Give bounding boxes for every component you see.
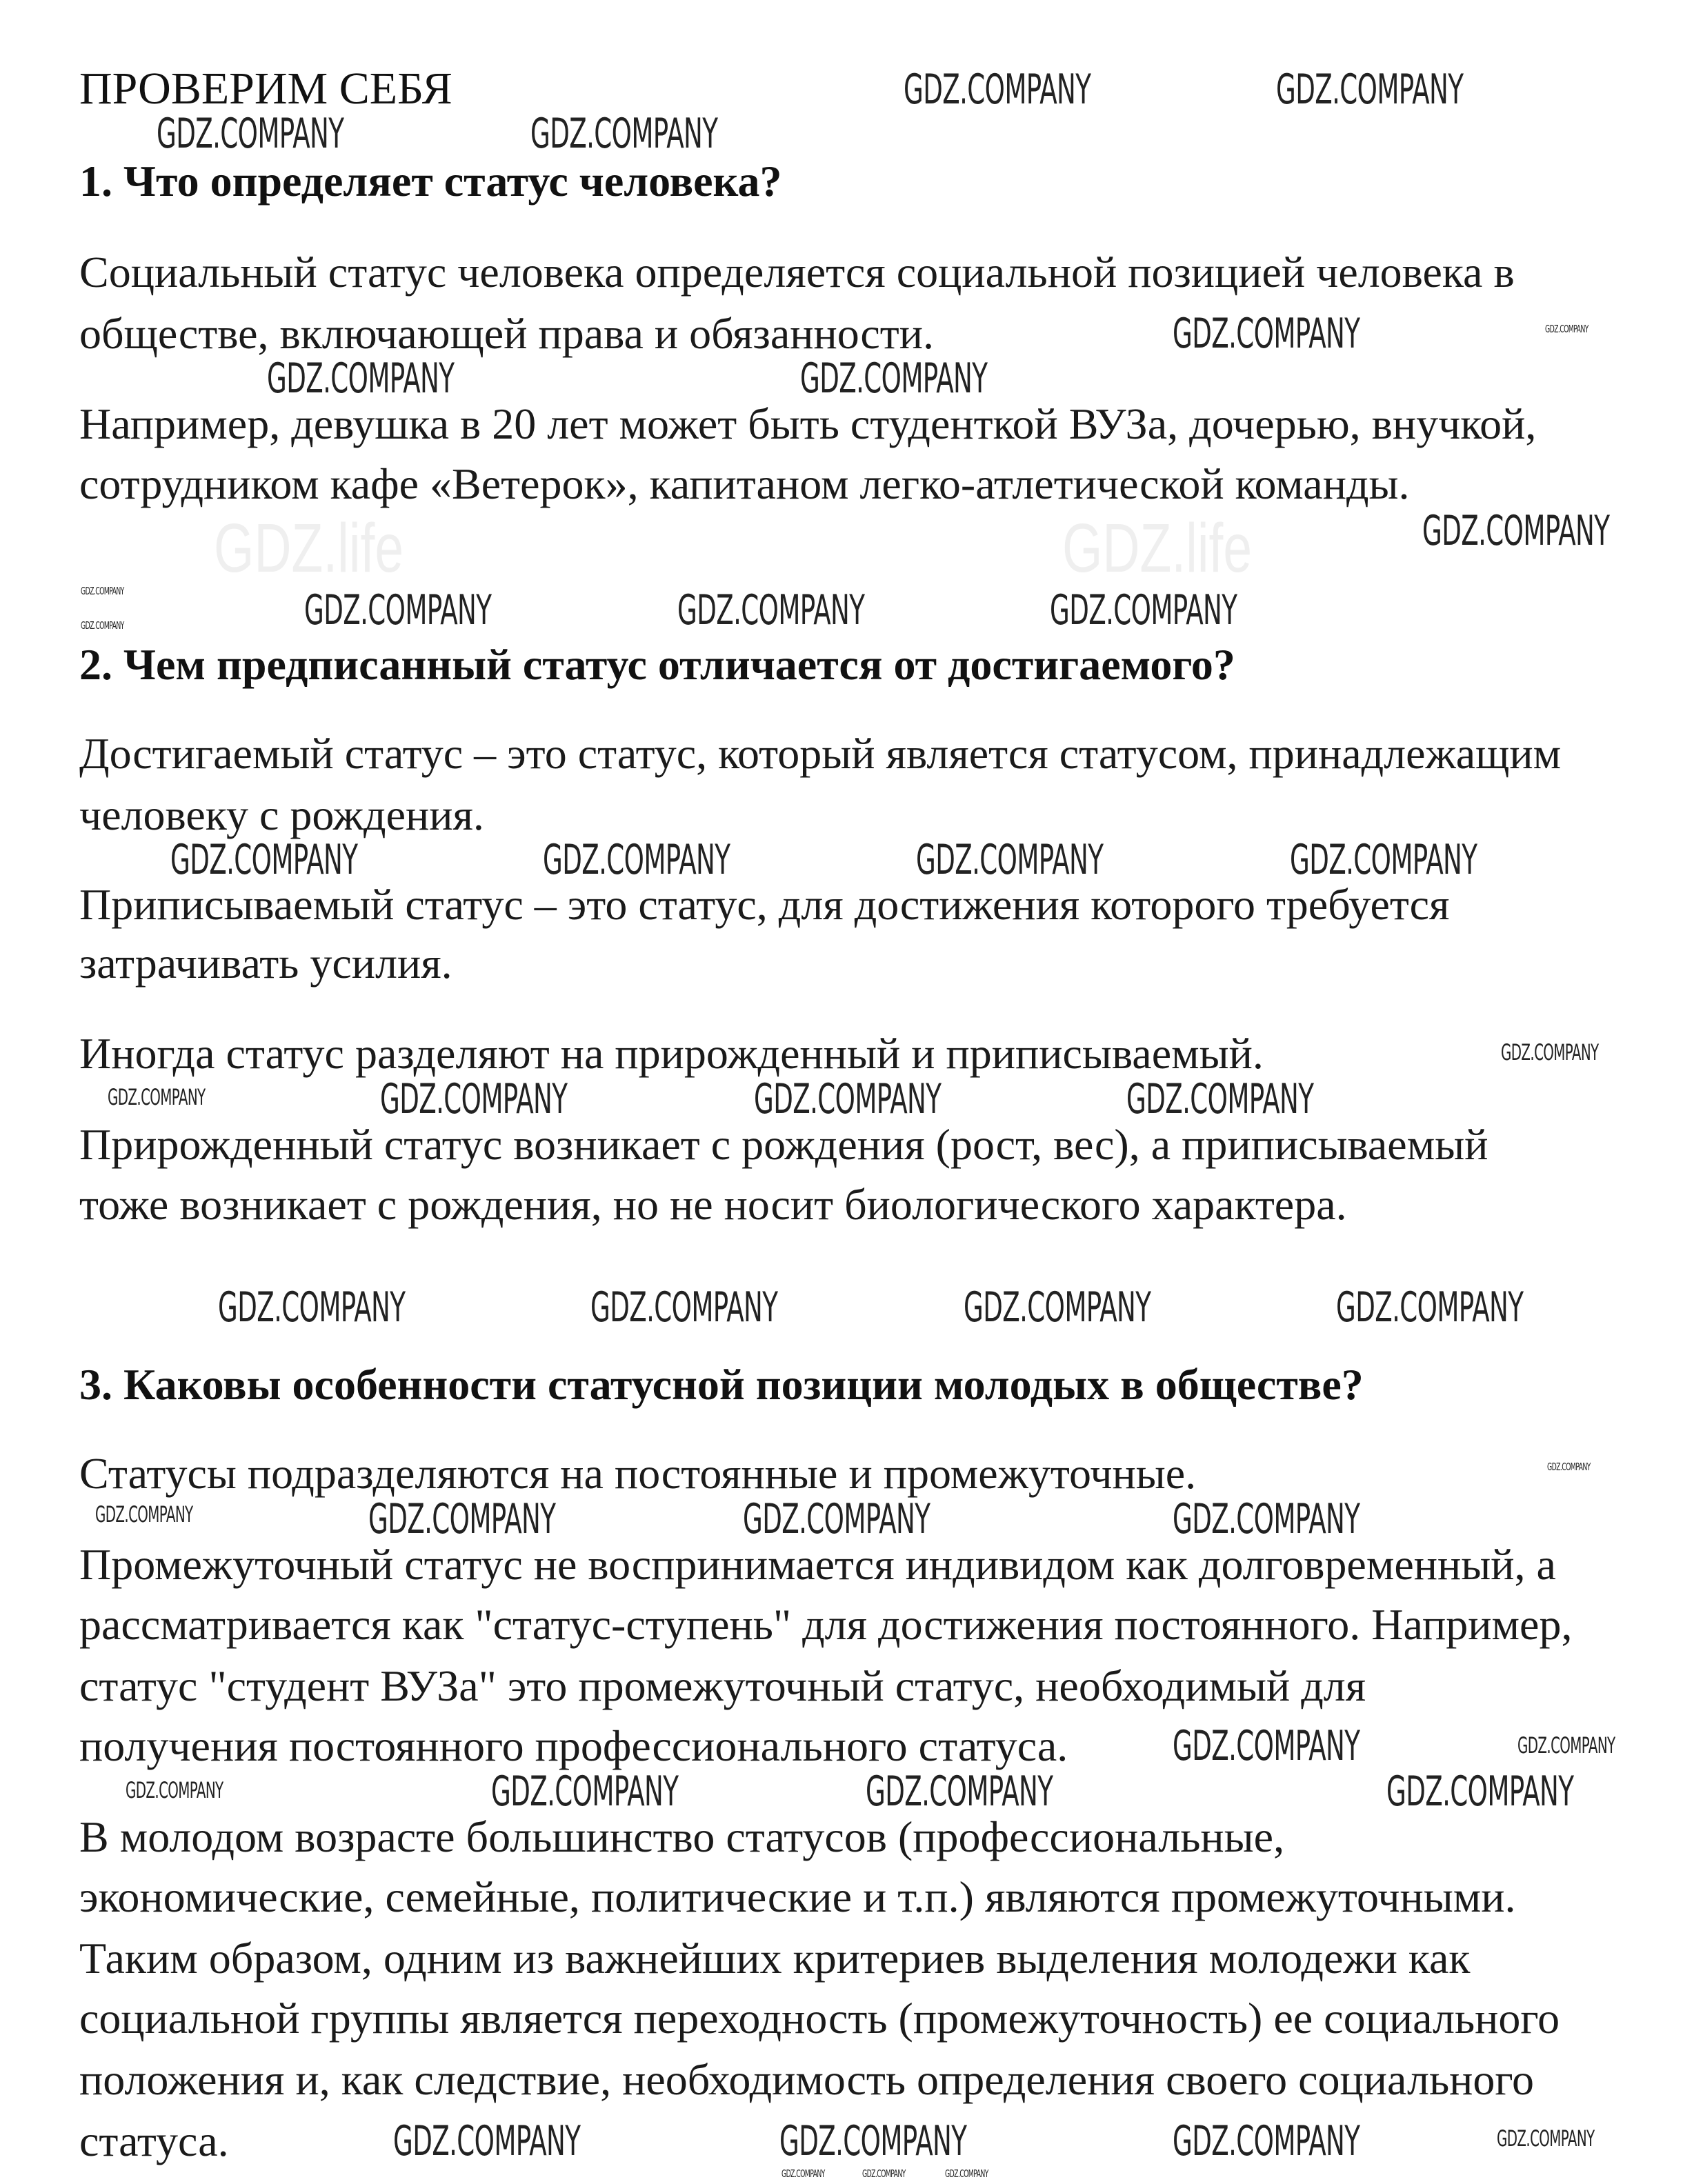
- watermark: GDZ.COMPANY: [754, 1075, 942, 1123]
- watermark: GDZ.COMPANY: [368, 1495, 556, 1543]
- watermark: GDZ.COMPANY: [945, 2167, 988, 2180]
- watermark: GDZ.COMPANY: [866, 1767, 1053, 1816]
- answer-line: Иногда статус разделяют на прирожденный и приписываемый.: [79, 1029, 1264, 1078]
- watermark: GDZ.COMPANY: [267, 354, 455, 403]
- watermark: GDZ.COMPANY: [1517, 1732, 1615, 1759]
- background-watermark: GDZ.life: [214, 510, 404, 587]
- answer-line: статус "студент ВУЗа" это промежуточный статус, необходимый для: [79, 1661, 1366, 1710]
- watermark: GDZ.COMPANY: [590, 1283, 778, 1332]
- watermark: GDZ.COMPANY: [677, 586, 865, 634]
- watermark: GDZ.COMPANY: [1173, 2117, 1360, 2165]
- answer-line: В молодом возрасте большинство статусов (профессиональные,: [79, 1812, 1285, 1861]
- watermark: GDZ.COMPANY: [1126, 1075, 1314, 1123]
- watermark: GDZ.COMPANY: [81, 585, 124, 597]
- watermark: GDZ.COMPANY: [904, 66, 1091, 114]
- answer-line: социальной группы является переходность (промежуточность) ее социального: [79, 1994, 1560, 2043]
- watermark: GDZ.COMPANY: [1497, 2125, 1595, 2152]
- watermark: GDZ.COMPANY: [1173, 310, 1360, 358]
- watermark: GDZ.COMPANY: [304, 586, 492, 634]
- background-watermark: GDZ.life: [1062, 510, 1253, 587]
- watermark: GDZ.COMPANY: [1547, 1461, 1591, 1473]
- answer-line: рассматривается как "статус-ступень" для достижения постоянного. Например,: [79, 1600, 1573, 1649]
- watermark: GDZ.COMPANY: [1501, 1039, 1599, 1065]
- watermark: GDZ.COMPANY: [380, 1075, 568, 1123]
- page-title: ПРОВЕРИМ СЕБЯ: [79, 63, 452, 114]
- watermark: GDZ.COMPANY: [862, 2167, 906, 2180]
- watermark: GDZ.COMPANY: [1173, 1495, 1360, 1543]
- watermark: GDZ.COMPANY: [1290, 836, 1477, 884]
- watermark: GDZ.COMPANY: [800, 354, 988, 403]
- watermark: GDZ.COMPANY: [1545, 323, 1589, 335]
- answer-line: человеку с рождения.: [79, 790, 484, 839]
- watermark: GDZ.COMPANY: [108, 1084, 206, 1110]
- watermark: GDZ.COMPANY: [491, 1767, 679, 1816]
- answer-line: обществе, включающей права и обязанности.: [79, 309, 934, 358]
- watermark: GDZ.COMPANY: [126, 1777, 223, 1803]
- watermark: GDZ.COMPANY: [95, 1501, 193, 1527]
- answer-line: Например, девушка в 20 лет может быть студенткой ВУЗа, дочерью, внучкой,: [79, 399, 1537, 448]
- answer-line: сотрудником кафе «Ветерок», капитаном легко-атлетической команды.: [79, 459, 1410, 508]
- watermark: GDZ.COMPANY: [218, 1283, 406, 1332]
- question-2: 2. Чем предписанный статус отличается от достигаемого?: [79, 640, 1235, 689]
- watermark: GDZ.COMPANY: [393, 2117, 581, 2165]
- watermark: GDZ.COMPANY: [964, 1283, 1151, 1332]
- answer-line: затрачивать усилия.: [79, 939, 452, 988]
- watermark: GDZ.COMPANY: [170, 836, 358, 884]
- watermark: GDZ.COMPANY: [1276, 66, 1464, 114]
- answer-line: Достигаемый статус – это статус, который является статусом, принадлежащим: [79, 729, 1562, 778]
- watermark: GDZ.COMPANY: [779, 2117, 967, 2165]
- watermark: GDZ.COMPANY: [1386, 1767, 1574, 1816]
- watermark: GDZ.COMPANY: [1422, 507, 1610, 555]
- answer-line: Промежуточный статус не воспринимается индивидом как долговременный, а: [79, 1540, 1556, 1589]
- answer-line: экономические, семейные, политические и т.п.) являются промежуточными.: [79, 1872, 1516, 1921]
- question-3: 3. Каковы особенности статусной позиции молодых в обществе?: [79, 1360, 1364, 1409]
- answer-line: Социальный статус человека определяется социальной позицией человека в: [79, 248, 1515, 297]
- watermark: GDZ.COMPANY: [530, 110, 718, 158]
- answer-line: Таким образом, одним из важнейших критериев выделения молодежи как: [79, 1934, 1471, 1983]
- watermark: GDZ.COMPANY: [743, 1495, 930, 1543]
- watermark: GDZ.COMPANY: [1336, 1283, 1524, 1332]
- watermark: GDZ.COMPANY: [81, 619, 124, 632]
- answer-line: Прирожденный статус возникает с рождения (рост, вес), а приписываемый: [79, 1120, 1488, 1169]
- watermark: GDZ.COMPANY: [157, 110, 344, 158]
- answer-line: Статусы подразделяются на постоянные и промежуточные.: [79, 1449, 1197, 1498]
- answer-line: статуса.: [79, 2116, 229, 2165]
- watermark: GDZ.COMPANY: [781, 2167, 825, 2180]
- question-1: 1. Что определяет статус человека?: [79, 157, 782, 206]
- answer-line: положения и, как следствие, необходимость определения своего социального: [79, 2055, 1535, 2104]
- watermark: GDZ.COMPANY: [1173, 1722, 1360, 1770]
- answer-line: тоже возникает с рождения, но не носит биологического характера.: [79, 1180, 1347, 1229]
- watermark: GDZ.COMPANY: [916, 836, 1104, 884]
- watermark: GDZ.COMPANY: [543, 836, 730, 884]
- answer-line: получения постоянного профессионального статуса.: [79, 1721, 1068, 1770]
- watermark: GDZ.COMPANY: [1050, 586, 1237, 634]
- answer-line: Приписываемый статус – это статус, для достижения которого требуется: [79, 880, 1450, 929]
